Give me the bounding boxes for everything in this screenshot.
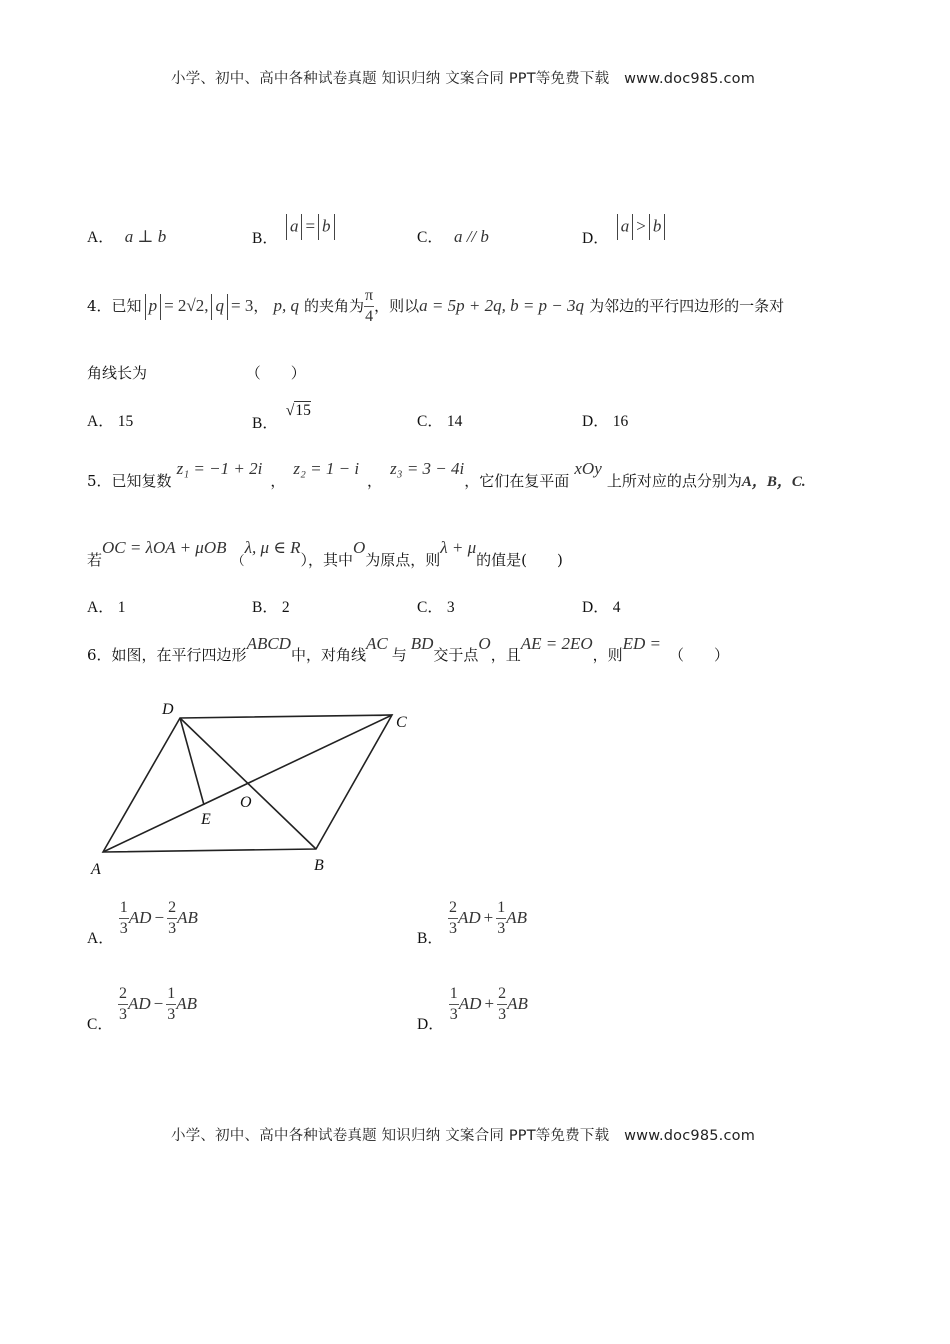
q5-ask[interactable]: 的值是( ) [476,551,563,569]
q6-cond: AE = 2EO [520,634,593,653]
question-number: 4． [87,297,112,315]
label-d: D [162,701,174,718]
numerator: 2 [448,900,458,919]
q6-option-a[interactable] [87,899,198,947]
denominator: 3 [449,1006,458,1023]
footer-site-link[interactable]: www.doc985.com [624,1128,756,1144]
abs-bar [632,214,633,240]
abs-bar [318,214,319,240]
vector: AB [177,908,198,927]
option-value: 15 [295,402,311,419]
option-expr: a // b [453,227,489,246]
numerator: 1 [166,986,176,1005]
option-value: 4 [612,599,621,616]
vector: AB [176,994,197,1013]
q4-stem [87,284,784,328]
parallelogram-diagram [85,690,425,880]
header-banner [171,67,755,88]
q5-option-d[interactable] [582,595,620,617]
option-letter: B． [252,415,278,432]
q6-bd: BD [410,634,434,653]
denominator: 3 [118,1006,127,1023]
q5-option-a[interactable] [87,595,125,617]
coef-fraction [449,986,459,1023]
coef-fraction [119,900,129,937]
option-op: > [636,216,646,236]
q5-option-c[interactable] [417,595,455,617]
q4-q: q [215,296,224,315]
option-letter: A． [87,930,114,947]
option-letter: A． [87,599,114,616]
denominator: 3 [119,920,128,937]
q6-option-b[interactable] [417,899,527,947]
coef-fraction [118,986,128,1023]
operator: + [484,994,495,1013]
segment-de [180,718,204,805]
label-o: O [240,794,252,811]
q3-option-d[interactable] [582,214,668,247]
denominator: 3 [167,1006,176,1023]
abs-bar [664,214,665,240]
sqrt-icon: √ [285,402,295,419]
q5-stem-line2 [87,537,563,569]
q4-stem-line2 [87,362,306,383]
coef-fraction [448,900,458,937]
q5-cond-close: ），其中 [300,551,353,569]
coef-fraction [167,900,177,937]
q4-tail-text: 为邻边的平行四边形的一条对 [589,297,785,315]
q4-line2: 角线长为 [87,364,148,382]
abs-bar [617,214,618,240]
q4-option-d[interactable] [582,409,628,431]
numerator: 1 [496,900,506,919]
q4-option-b[interactable] [252,398,311,432]
q5-plane: xOy [574,459,602,478]
q6-text: 与 [391,646,407,664]
option-value: 15 [117,413,134,430]
label-e: E [201,811,211,828]
coef-fraction [496,900,506,937]
option-letter: B． [252,229,278,247]
q6-prefix: 如图，在平行四边形 [111,646,247,664]
parallelogram-figure [85,690,425,880]
footer-banner [171,1124,755,1145]
option-left: a [620,216,630,236]
numerator: 1 [119,900,129,919]
abs-bar [334,214,335,240]
numerator: 2 [118,986,128,1005]
coef-fraction [497,986,507,1023]
option-letter: C． [417,413,443,430]
option-letter: B． [252,599,278,616]
denominator: 3 [448,920,457,937]
abs-bar [286,214,287,240]
option-letter: C． [417,599,443,616]
option-letter: D． [582,413,609,430]
q6-shape: ABCD [246,634,291,653]
numerator: 2 [497,986,507,1005]
option-value: 3 [446,599,455,616]
option-letter: A． [87,413,114,430]
q6-o: O [478,634,491,653]
option-letter: D． [582,229,609,247]
vector: AB [507,994,528,1013]
q4-angle-text: 的夹角为 [304,297,365,315]
abs-bar [227,294,228,320]
q5-equation: OC = λOA + μOB [102,538,227,557]
abs-bar [649,214,650,240]
vector: AD [127,994,151,1013]
vector: AD [457,908,481,927]
q4-pq: p, q [273,296,299,315]
answer-blank[interactable]: （ ） [245,364,306,382]
q4-option-c[interactable] [417,409,462,431]
option-letter: C． [417,229,443,246]
q6-text: ，且 [490,646,521,664]
q5-line2-prefix: 若 [87,551,103,569]
question-number: 6． [87,646,112,664]
denominator: 3 [497,920,506,937]
q4-p-eq: = 2√2, [164,296,209,315]
label-c: C [396,714,407,731]
numerator: π [364,288,374,307]
option-value: 1 [117,599,126,616]
comma: ， [253,297,269,315]
q5-sum: λ + μ [440,538,477,557]
q4-q-eq: = 3 [230,296,254,315]
abs-bar [145,294,146,320]
q5-prefix: 已知复数 [111,472,172,490]
header-site-link[interactable]: www.doc985.com [624,71,756,87]
q5-option-b[interactable] [252,595,290,617]
q3-option-b[interactable] [252,214,338,247]
q5-z3: z₃ = 3 − 4i [390,459,465,478]
vector: AD [128,908,152,927]
q4-angle-fraction [364,288,374,325]
option-value: 14 [446,413,463,430]
q5-origin-text: 为原点，则 [365,551,441,569]
diagonal-bd [180,718,316,849]
option-letter: A． [87,229,114,246]
q5-stem [87,458,806,490]
numerator: 1 [449,986,459,1005]
header-banner-text: 小学、初中、高中各种试卷真题 知识归纳 文案合同 PPT等免费下载 [171,71,610,87]
option-value: 16 [612,413,629,430]
operator: + [483,908,494,927]
q6-text: ，则 [592,646,623,664]
q5-text2: 上所对应的点分别为 [606,472,742,490]
operator: − [154,908,165,927]
abs-bar [211,294,212,320]
q4-p: p [148,296,158,315]
option-expr: a ⊥ b [124,227,167,246]
option-value: 2 [281,599,290,616]
q6-text: 交于点 [433,646,479,664]
q5-text1: ，它们在复平面 [464,472,570,490]
label-b: B [314,857,324,874]
option-op: = [305,216,316,236]
coef-fraction [166,986,176,1023]
answer-blank[interactable]: （ ） [669,646,730,664]
q4-option-a[interactable] [87,409,133,431]
q4-prefix: 已知 [111,297,142,315]
option-letter: B． [417,930,443,947]
vector: AB [506,908,527,927]
footer-banner-text: 小学、初中、高中各种试卷真题 知识归纳 文案合同 PPT等免费下载 [171,1128,610,1144]
q5-condition: λ, μ ∈ R [244,538,301,557]
numerator: 2 [167,900,177,919]
question-number: 5． [87,472,112,490]
option-right: b [322,216,331,236]
q6-ac: AC [365,634,388,653]
q5-z2: z₂ = 1 − i [293,459,360,478]
q4-vectors: a = 5p + 2q, b = p − 3q [419,296,585,315]
comma: ， [270,472,286,490]
q3-option-c[interactable] [417,225,489,247]
q6-option-c[interactable] [87,985,197,1033]
paren-open: （ [231,554,245,569]
option-letter: D． [417,1016,444,1033]
denominator: 3 [498,1006,507,1023]
q5-origin: O [353,538,366,557]
denominator: 3 [168,920,177,937]
option-left: a [289,216,299,236]
comma: ， [367,472,383,490]
denominator: 4 [365,308,374,325]
abs-bar [301,214,302,240]
q4-mid-text: ，则以 [374,297,420,315]
q5-z1: z₁ = −1 + 2i [176,459,263,478]
q6-ed: ED = [622,634,662,653]
option-right: b [652,216,662,236]
operator: − [153,994,164,1013]
q3-option-a[interactable] [87,225,166,247]
q6-text: 中，对角线 [290,646,366,664]
option-letter: C． [87,1016,113,1033]
vector: AD [458,994,482,1013]
q5-points: A，B，C. [741,474,806,490]
label-a: A [91,861,101,878]
option-letter: D． [582,599,609,616]
q6-stem [87,633,730,664]
abs-bar [160,294,161,320]
q6-option-d[interactable] [417,985,528,1033]
